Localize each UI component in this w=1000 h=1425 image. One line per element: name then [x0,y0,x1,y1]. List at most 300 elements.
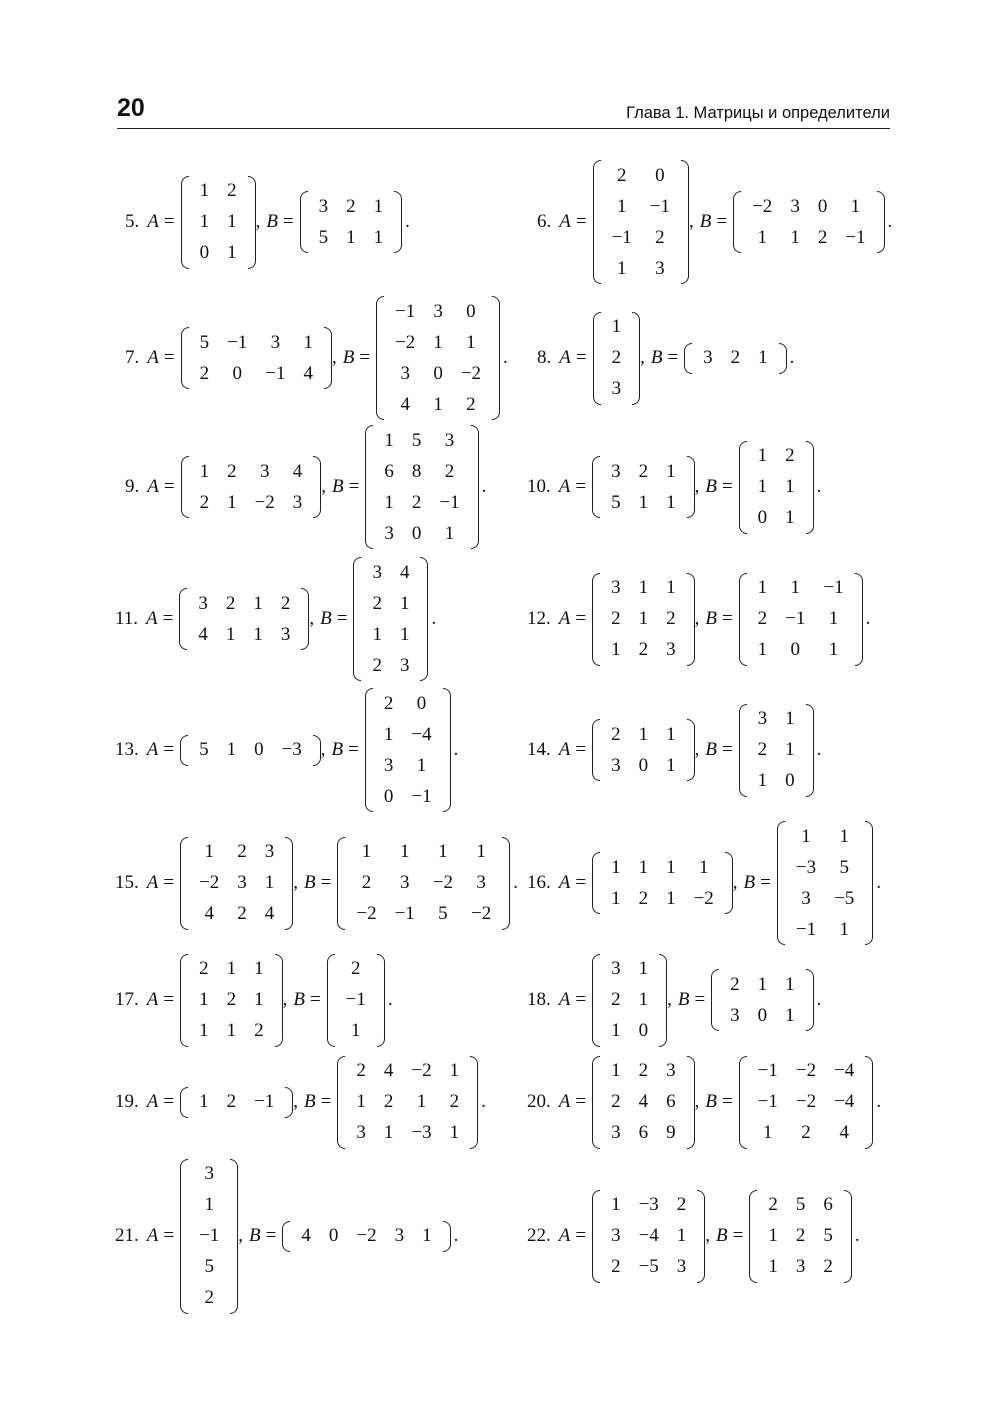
matrix-entry: −1 [394,903,415,924]
problem-number: 5. [125,211,140,232]
matrix-entry: 1 [227,242,237,263]
matrix-entry: 1 [616,195,627,217]
matrix-b-symbol: B [332,476,344,497]
matrix-entry: 1 [666,887,676,909]
matrix-entry: 2 [817,226,828,248]
period: . [816,739,822,760]
matrix-entry: 5 [823,1225,833,1246]
matrix-b-symbol: B [304,1091,316,1112]
equals-sign: = [336,608,348,629]
matrix-a [181,327,332,389]
matrix-a [592,456,695,518]
matrix-entry: −4 [834,1091,855,1112]
matrix-entry: 2 [346,195,356,217]
matrix-b [739,573,863,666]
problem-14 [527,704,821,797]
matrix-entry: −1 [785,608,806,629]
header-divider [117,128,890,129]
matrix-a-symbol: A [146,1091,159,1112]
matrix-entry: 3 [757,708,768,729]
matrix-a [592,573,695,666]
matrix-entry: 1 [227,491,237,513]
matrix-entry: 2 [372,592,382,614]
matrix-entry: 1 [616,257,627,279]
matrix-entry: 2 [199,362,210,384]
problem-19 [115,1056,486,1149]
matrix-entry: 1 [253,592,263,614]
period: . [887,211,893,232]
matrix-entry: 1 [384,429,394,451]
matrix-entry: 3 [611,754,621,776]
period: . [816,989,822,1010]
matrix-entry: 2 [655,226,665,248]
matrix-entry: 1 [351,1020,361,1041]
matrix-entry: 1 [611,1194,621,1215]
matrix-b [337,1056,478,1149]
comma: , [694,1091,700,1112]
problem-13 [115,688,458,812]
matrix-entry: 1 [226,1020,237,1041]
matrix-entry: 0 [416,692,427,714]
equals-sign: = [359,347,371,368]
matrix-b-symbol: B [331,739,344,760]
matrix-entry: 1 [839,825,849,847]
matrix-entry: 1 [785,507,795,528]
matrix-a-symbol: A [147,211,159,232]
equals-sign: = [575,211,587,232]
matrix-entry: 5 [204,1256,214,1277]
matrix-b [365,688,451,812]
matrix-entry: 1 [758,347,768,368]
matrix-a [180,954,283,1047]
matrix-entry: 2 [199,491,210,513]
problem-20 [527,1056,881,1149]
comma: , [732,872,738,893]
matrix-entry: −2 [199,872,220,893]
matrix-entry: 3 [400,362,410,384]
matrix-entry: 2 [237,841,247,862]
matrix-entry: 2 [237,903,247,924]
problem-number: 8. [537,347,552,368]
page-number: 20 [117,94,145,122]
matrix-entry: 3 [611,378,622,399]
matrix-entry: 2 [768,1194,778,1215]
equals-sign: = [721,1091,733,1112]
equals-sign: = [163,1225,175,1246]
matrix-entry: 1 [422,1225,432,1246]
equals-sign: = [163,989,175,1010]
equals-sign: = [575,608,587,629]
equals-sign: = [282,211,294,232]
equals-sign: = [163,739,175,760]
matrix-entry: 1 [757,445,768,466]
matrix-b [300,191,403,253]
equals-sign: = [348,739,359,760]
matrix-entry: 3 [611,577,621,598]
period: . [865,608,871,629]
matrix-entry: −1 [411,785,432,807]
matrix-a-symbol: A [558,608,571,629]
matrix-entry: 2 [383,692,394,714]
comma: , [282,989,288,1010]
problem-number: 7. [125,347,140,368]
matrix-entry: −1 [649,195,671,217]
matrix-b-symbol: B [699,211,712,232]
matrix-entry: 2 [383,1091,394,1112]
matrix-entry: −1 [611,226,632,248]
matrix-entry: 0 [655,164,665,186]
matrix-entry: 1 [676,1225,687,1246]
matrix-b-symbol: B [677,989,690,1010]
matrix-entry: −1 [199,1225,220,1246]
matrix-entry: −1 [823,577,844,598]
matrix-entry: 1 [666,577,676,598]
matrix-entry: 1 [373,226,384,248]
matrix-a [180,1087,293,1118]
matrix-entry: 1 [801,825,811,847]
matrix-entry: −4 [638,1225,659,1246]
matrix-entry: 0 [411,522,422,544]
matrix-entry: 1 [638,989,649,1010]
matrix-entry: 1 [199,460,210,482]
equals-sign: = [732,1225,744,1246]
matrix-entry: 1 [666,856,676,878]
matrix-a [592,954,667,1047]
matrix-entry: 2 [444,460,455,482]
matrix-entry: −1 [345,989,366,1010]
matrix-entry: 6 [638,1122,649,1143]
matrix-entry: −2 [254,491,275,513]
matrix-a [181,456,322,518]
matrix-b [365,425,478,549]
matrix-b-symbol: B [249,1225,261,1246]
matrix-entry: 3 [204,1163,214,1184]
matrix-a [593,312,641,405]
period: . [453,1225,459,1246]
period: . [431,608,437,629]
matrix-entry: 3 [356,1122,366,1143]
matrix-entry: 6 [823,1194,833,1215]
equals-sign: = [575,476,587,497]
matrix-entry: 3 [292,491,303,513]
problem-number: 22. [527,1225,551,1246]
matrix-entry: −2 [356,903,377,924]
matrix-entry: 1 [757,973,768,995]
matrix-b [282,1221,450,1252]
matrix-a [179,588,309,650]
matrix-a [592,719,695,781]
matrix-entry: 2 [638,1060,649,1081]
matrix-entry: 1 [476,841,486,862]
matrix-entry: 2 [449,1091,460,1112]
matrix-entry: 1 [757,639,768,660]
matrix-a-symbol: A [146,989,159,1010]
matrix-b-symbol: B [705,1091,717,1112]
matrix-entry: 1 [638,958,649,979]
matrix-b-symbol: B [650,347,663,368]
matrix-entry: 0 [433,362,443,384]
matrix-entry: −2 [471,903,492,924]
equals-sign: = [667,347,679,368]
period: . [453,739,459,760]
matrix-entry: 5 [795,1194,806,1215]
matrix-entry: 0 [817,195,828,217]
matrix-entry: 4 [839,1122,849,1143]
matrix-entry: 3 [611,958,621,979]
matrix-entry: 3 [790,195,800,217]
equals-sign: = [575,872,587,893]
equals-sign: = [163,872,175,893]
matrix-entry: 1 [226,958,237,979]
matrix-entry: 3 [655,257,665,279]
matrix-entry: 4 [303,362,314,384]
equals-sign: = [265,1225,277,1246]
matrix-entry: −2 [395,331,416,353]
matrix-b [684,343,787,374]
problem-number: 20. [527,1091,551,1112]
comma: , [332,347,337,368]
matrix-entry: 1 [638,856,649,878]
matrix-a-symbol: A [559,211,571,232]
matrix-entry: 1 [254,989,264,1010]
matrix-entry: −4 [411,723,432,745]
matrix-entry: −1 [254,1091,275,1112]
matrix-entry: 1 [449,1122,460,1143]
problem-9 [125,425,486,549]
matrix-entry: 4 [264,903,275,924]
problem-22 [527,1190,860,1283]
equals-sign: = [163,347,175,368]
matrix-entry: 2 [611,347,622,368]
problem-6 [537,160,892,284]
matrix-entry: 1 [372,623,382,645]
matrix-entry: 1 [611,316,622,337]
matrix-entry: 2 [757,608,768,629]
period: . [876,872,882,893]
matrix-entry: 0 [790,639,801,660]
matrix-entry: 2 [411,491,422,513]
matrix-entry: 1 [790,226,800,248]
matrix-entry: 1 [828,639,839,660]
matrix-b [376,296,500,420]
matrix-entry: 1 [356,1091,366,1112]
matrix-entry: 1 [611,856,621,878]
matrix-entry: −1 [757,1091,778,1112]
matrix-entry: 1 [399,841,410,862]
matrix-entry: 5 [199,331,210,353]
comma: , [694,476,700,497]
matrix-entry: 0 [757,1004,768,1026]
matrix-a-symbol: A [146,872,159,893]
matrix-entry: 0 [328,1225,339,1246]
matrix-entry: 0 [785,770,795,791]
matrix-entry: 1 [199,211,210,232]
comma: , [694,739,700,760]
matrix-entry: −2 [693,887,714,909]
matrix-a [592,1190,705,1283]
matrix-entry: 3 [318,195,329,217]
matrix-entry: −4 [834,1060,855,1081]
matrix-entry: 1 [785,739,795,760]
matrix-entry: 6 [666,1091,676,1112]
matrix-a [180,735,321,766]
matrix-entry: 3 [666,1060,676,1081]
matrix-entry: −5 [834,887,855,909]
matrix-a-symbol: A [146,1225,159,1246]
matrix-entry: 1 [449,1060,460,1081]
matrix-a [180,1159,238,1314]
matrix-entry: 1 [698,856,709,878]
matrix-entry: 1 [666,754,676,776]
matrix-entry: 2 [361,872,372,893]
matrix-entry: 2 [351,958,361,979]
matrix-entry: 1 [227,211,237,232]
problem-number: 10. [527,476,551,497]
problem-number: 12. [527,608,551,629]
matrix-entry: 1 [383,723,394,745]
matrix-entry: 2 [226,1091,237,1112]
matrix-entry: 1 [768,1225,778,1246]
matrix-b-symbol: B [304,872,316,893]
problem-number: 21. [115,1225,139,1246]
matrix-entry: 2 [227,460,237,482]
matrix-a-symbol: A [558,1091,571,1112]
matrix-entry: −1 [265,362,286,384]
matrix-entry: −5 [638,1256,659,1277]
matrix-entry: 1 [416,1091,427,1112]
matrix-entry: 1 [850,195,861,217]
matrix-entry: −1 [395,300,416,322]
matrix-a [592,852,733,914]
matrix-b [353,557,428,681]
matrix-entry: 3 [676,1256,687,1277]
matrix-entry: −1 [845,226,866,248]
matrix-entry: 3 [476,872,486,893]
problem-21 [115,1159,458,1314]
equals-sign: = [694,989,706,1010]
equals-sign: = [760,872,771,893]
matrix-entry: 3 [394,1225,405,1246]
matrix-entry: −2 [460,362,482,384]
matrix-entry: 1 [199,1091,209,1112]
matrix-entry: 4 [638,1091,649,1112]
matrix-entry: 1 [790,577,801,598]
equals-sign: = [348,476,360,497]
matrix-a-symbol: A [558,872,571,893]
matrix-entry: 1 [416,754,427,776]
matrix-entry: 1 [757,770,768,791]
matrix-entry: 1 [438,841,448,862]
comma: , [255,211,261,232]
matrix-entry: 1 [204,841,214,862]
equals-sign: = [721,476,733,497]
matrix-entry: 3 [611,460,621,482]
comma: , [321,476,327,497]
matrix-entry: −2 [795,1091,817,1112]
matrix-entry: 2 [226,989,237,1010]
matrix-entry: 5 [839,856,849,878]
matrix-entry: 1 [444,522,455,544]
problem-number: 14. [527,739,551,760]
matrix-entry: 1 [433,331,443,353]
matrix-a-symbol: A [559,347,571,368]
matrix-entry: 2 [611,1256,621,1277]
matrix-a [592,1056,695,1149]
problem-number: 16. [527,872,551,893]
matrix-entry: 1 [757,226,767,248]
matrix-entry: −3 [795,856,817,878]
matrix-entry: 2 [199,958,209,979]
matrix-entry: 1 [638,723,649,745]
matrix-entry: 5 [411,429,422,451]
matrix-entry: 2 [801,1122,811,1143]
period: . [481,476,487,497]
matrix-entry: 1 [757,577,768,598]
matrix-entry: 1 [399,623,410,645]
problem-18 [527,954,821,1047]
matrix-entry: 1 [763,1122,773,1143]
matrix-entry: 1 [384,491,394,513]
matrix-entry: 3 [280,623,291,645]
problem-number: 6. [537,211,552,232]
matrix-entry: 3 [270,331,281,353]
problem-number: 18. [527,989,551,1010]
problem-12 [527,573,870,666]
matrix-entry: 6 [384,460,394,482]
problem-number: 9. [125,476,140,497]
matrix-entry: 5 [199,739,209,760]
matrix-entry: 1 [828,608,839,629]
matrix-entry: 1 [204,1194,214,1215]
equals-sign: = [575,989,587,1010]
matrix-entry: 3 [384,522,394,544]
matrix-entry: 1 [254,958,264,979]
matrix-a-symbol: A [558,1225,571,1246]
matrix-a-symbol: A [558,739,571,760]
matrix-entry: 3 [198,592,208,614]
matrix-entry: 1 [199,1020,209,1041]
matrix-entry: 3 [259,460,270,482]
matrix-entry: 1 [611,639,621,660]
matrix-entry: 2 [823,1256,833,1277]
matrix-entry: −2 [752,195,773,217]
matrix-entry: 1 [757,476,768,497]
matrix-entry: −2 [432,872,454,893]
matrix-entry: 3 [795,1256,806,1277]
matrix-entry: 4 [399,561,410,583]
problem-10 [527,441,821,534]
comma: , [293,1091,299,1112]
matrix-entry: −3 [638,1194,659,1215]
equals-sign: = [575,1225,587,1246]
matrix-entry: 0 [638,754,649,776]
matrix-entry: −2 [411,1060,432,1081]
equals-sign: = [320,1091,332,1112]
period: . [387,989,393,1010]
matrix-b [739,704,814,797]
period: . [876,1091,882,1112]
matrix-a-symbol: A [558,989,571,1010]
matrix-entry: 1 [785,1004,795,1026]
matrix-b [777,821,873,945]
matrix-entry: 2 [225,592,236,614]
equals-sign: = [721,739,733,760]
matrix-b-symbol: B [266,211,278,232]
matrix-entry: 2 [730,973,740,995]
matrix-entry: 1 [638,491,649,513]
matrix-entry: 2 [666,608,676,629]
matrix-entry: 1 [346,226,356,248]
